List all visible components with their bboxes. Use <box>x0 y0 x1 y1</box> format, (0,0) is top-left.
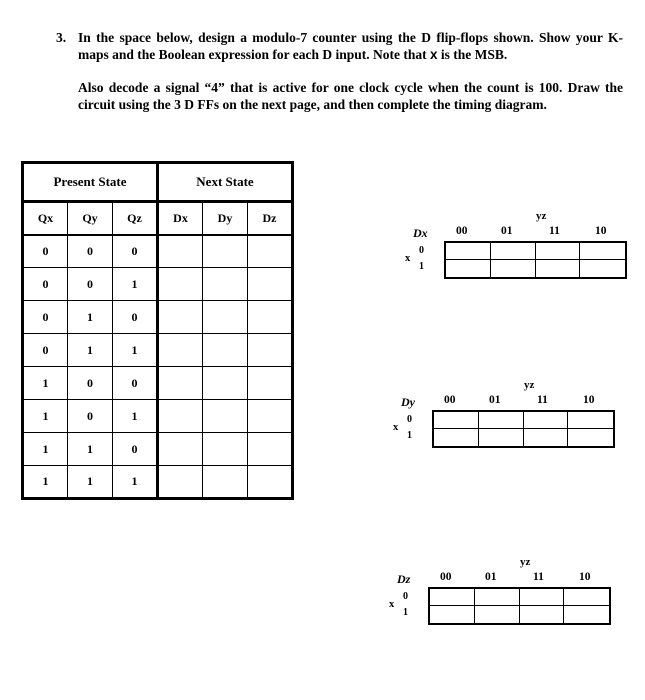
kmap-column-label: 11 <box>537 394 548 406</box>
col-header-dx: Dx <box>158 202 203 235</box>
kmap-column-label: 00 <box>440 571 452 583</box>
table-row <box>23 433 293 466</box>
next-state-header: Next State <box>158 163 293 202</box>
kmap-cell[interactable] <box>536 260 581 277</box>
kmap-row-variable: x <box>405 253 411 264</box>
present-state-cell: 1 <box>68 433 113 466</box>
present-state-cell: 0 <box>68 367 113 400</box>
kmap-column-label: 10 <box>595 225 607 237</box>
col-header-qy: Qy <box>68 202 113 235</box>
table-row <box>23 235 293 268</box>
para1-text: In the space below, design a modulo-7 counter using the D flip-flops shown. Show your K-maps and the Boolean expression for each D input. Note that <box>78 30 623 62</box>
present-state-cell: 0 <box>113 301 158 334</box>
kmap-column-label: 11 <box>549 225 560 237</box>
kmap-cell[interactable] <box>434 412 479 429</box>
next-state-entry-cell[interactable] <box>248 466 293 499</box>
next-state-entry-cell[interactable] <box>203 268 248 301</box>
present-state-cell: 0 <box>68 235 113 268</box>
kmap-cell[interactable] <box>564 589 609 606</box>
kmap-cell[interactable] <box>536 243 581 260</box>
kmap-cell[interactable] <box>491 260 536 277</box>
question-paragraph-2: Also decode a signal “4” that is active for one clock cycle when the count is 100. Draw the circuit using the 3 D FFs on the next page, and then complete the timing diagram. <box>78 80 623 112</box>
kmap-column-label: 10 <box>579 571 591 583</box>
kmap-column-label: 01 <box>501 225 513 237</box>
kmap-function-label: Dx <box>413 226 428 240</box>
kmap-row-label: 1 <box>403 607 408 618</box>
kmap-row-label: 0 <box>403 591 408 602</box>
kmap-row-label: 0 <box>407 414 412 425</box>
next-state-entry-cell[interactable] <box>248 367 293 400</box>
col-header-dy: Dy <box>203 202 248 235</box>
next-state-entry-cell[interactable] <box>248 301 293 334</box>
present-state-cell: 0 <box>68 400 113 433</box>
kmap-cell[interactable] <box>434 429 479 446</box>
kmap-cell[interactable] <box>475 589 520 606</box>
para1-text-end: is the MSB. <box>437 46 508 62</box>
next-state-entry-cell[interactable] <box>158 433 203 466</box>
next-state-entry-cell[interactable] <box>203 334 248 367</box>
present-state-cell: 0 <box>113 235 158 268</box>
question-number: 3. <box>56 30 67 45</box>
kmap-column-label: 01 <box>489 394 501 406</box>
kmap-column-variable: yz <box>536 210 547 222</box>
kmap-column-label: 00 <box>456 225 468 237</box>
kmap-cell[interactable] <box>475 606 520 623</box>
present-state-cell: 0 <box>23 301 68 334</box>
kmap-grid <box>432 410 615 448</box>
present-state-cell: 1 <box>68 301 113 334</box>
kmap-cell[interactable] <box>479 429 524 446</box>
next-state-entry-cell[interactable] <box>203 301 248 334</box>
next-state-entry-cell[interactable] <box>158 367 203 400</box>
kmap-row-variable: x <box>389 599 395 610</box>
present-state-cell: 1 <box>113 268 158 301</box>
msb-variable: x <box>430 46 438 62</box>
kmap-cell[interactable] <box>564 606 609 623</box>
next-state-entry-cell[interactable] <box>203 466 248 499</box>
present-state-cell: 1 <box>23 466 68 499</box>
kmap-row-label: 1 <box>407 430 412 441</box>
col-header-qx: Qx <box>23 202 68 235</box>
present-state-cell: 1 <box>113 466 158 499</box>
next-state-entry-cell[interactable] <box>248 433 293 466</box>
next-state-entry-cell[interactable] <box>203 235 248 268</box>
kmap-cell[interactable] <box>446 243 491 260</box>
next-state-entry-cell[interactable] <box>158 268 203 301</box>
next-state-entry-cell[interactable] <box>248 334 293 367</box>
present-state-cell: 0 <box>113 367 158 400</box>
next-state-entry-cell[interactable] <box>248 268 293 301</box>
table-row <box>23 400 293 433</box>
next-state-entry-cell[interactable] <box>158 334 203 367</box>
kmap-column-label: 11 <box>533 571 544 583</box>
kmap-cell[interactable] <box>479 412 524 429</box>
next-state-entry-cell[interactable] <box>158 400 203 433</box>
kmap-cell[interactable] <box>491 243 536 260</box>
table-row <box>23 268 293 301</box>
kmap-cell[interactable] <box>520 606 565 623</box>
kmap-row-variable: x <box>393 422 399 433</box>
kmap-column-variable: yz <box>520 556 531 568</box>
present-state-cell: 1 <box>23 367 68 400</box>
next-state-entry-cell[interactable] <box>248 235 293 268</box>
next-state-entry-cell[interactable] <box>158 301 203 334</box>
kmap-grid <box>428 587 611 625</box>
present-state-cell: 1 <box>23 433 68 466</box>
kmap-function-label: Dy <box>401 395 415 409</box>
kmap-cell[interactable] <box>580 260 625 277</box>
kmap-cell[interactable] <box>520 589 565 606</box>
present-state-cell: 1 <box>68 466 113 499</box>
next-state-entry-cell[interactable] <box>203 367 248 400</box>
kmap-row-label: 0 <box>419 245 424 256</box>
next-state-entry-cell[interactable] <box>203 433 248 466</box>
present-state-cell: 1 <box>68 334 113 367</box>
kmap-cell[interactable] <box>524 412 569 429</box>
present-state-cell: 1 <box>113 400 158 433</box>
state-table <box>21 161 294 500</box>
col-header-dz: Dz <box>248 202 293 235</box>
question-paragraph-1 <box>78 30 623 63</box>
present-state-header: Present State <box>23 163 158 202</box>
next-state-entry-cell[interactable] <box>203 400 248 433</box>
kmap-column-label: 01 <box>485 571 497 583</box>
table-row <box>23 301 293 334</box>
kmap-column-variable: yz <box>524 379 535 391</box>
table-row <box>23 466 293 499</box>
present-state-cell: 0 <box>23 235 68 268</box>
col-header-qz: Qz <box>113 202 158 235</box>
next-state-entry-cell[interactable] <box>248 400 293 433</box>
present-state-cell: 0 <box>23 268 68 301</box>
present-state-cell: 1 <box>113 334 158 367</box>
kmap-cell[interactable] <box>524 429 569 446</box>
next-state-entry-cell[interactable] <box>158 235 203 268</box>
kmap-cell[interactable] <box>430 606 475 623</box>
kmap-cell[interactable] <box>430 589 475 606</box>
table-row <box>23 334 293 367</box>
present-state-cell: 0 <box>68 268 113 301</box>
present-state-cell: 1 <box>23 400 68 433</box>
kmap-column-label: 00 <box>444 394 456 406</box>
kmap-function-label: Dz <box>397 572 411 586</box>
kmap-cell[interactable] <box>446 260 491 277</box>
kmap-cell[interactable] <box>568 412 613 429</box>
kmap-cell[interactable] <box>568 429 613 446</box>
kmap-column-label: 10 <box>583 394 595 406</box>
kmap-row-label: 1 <box>419 261 424 272</box>
table-row <box>23 367 293 400</box>
next-state-entry-cell[interactable] <box>158 466 203 499</box>
present-state-cell: 0 <box>23 334 68 367</box>
present-state-cell: 0 <box>113 433 158 466</box>
kmap-cell[interactable] <box>580 243 625 260</box>
kmap-grid <box>444 241 627 279</box>
